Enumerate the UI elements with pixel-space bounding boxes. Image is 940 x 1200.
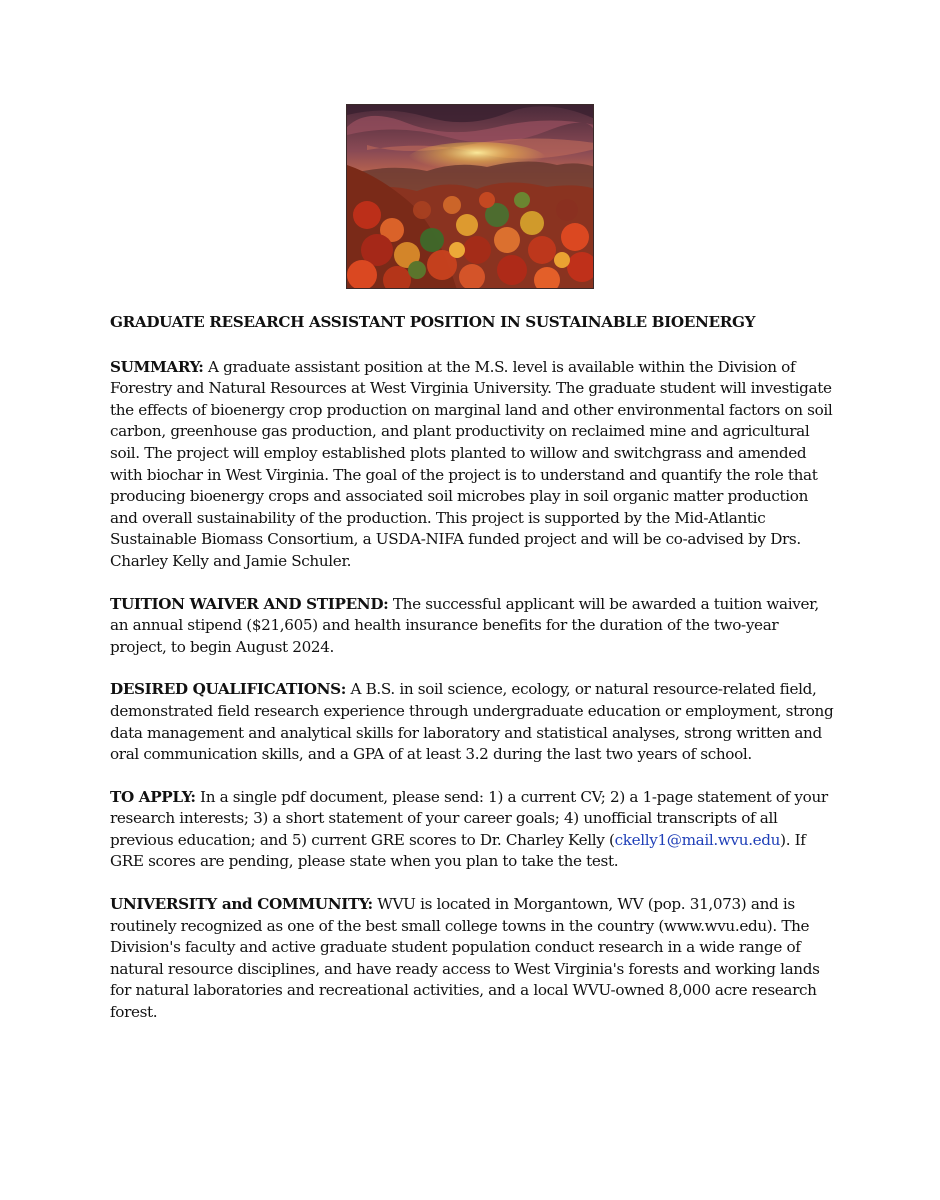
position-title: GRADUATE RESEARCH ASSISTANT POSITION IN SUSTAINABLE BIOENERGY [110, 313, 756, 331]
tuition-text: The successful applicant will be awarded a tuition waiver, an annual stipend ($21,605) and health insurance benefits for the duration of the two-year project, to begin August 2024. [110, 594, 819, 656]
summary-text: A graduate assistant position at the M.S. level is available within the Division of Forestry and Natural Resources at West Virginia University. The graduate student will investigate the effects of bioenergy crop production on marginal land and other environmental factors on soil carbon, greenhouse gas production, and plant productivity on reclaimed mine and agricultural soil. The project will employ established plots planted to willow and switchgrass and amended with biochar in West Virginia. The goal of the project is to understand and quantify the role that producing bioenergy crops and associated soil microbes play in soil organic matter production and overall sustainability of the production. This project is supported by the Mid-Atlantic Sustainable Biomass Consortium, a USDA-NIFA funded project and will be co-advised by Drs. Charley Kelly and Jamie Schuler. [110, 357, 833, 570]
qualifications-label: DESIRED QUALIFICATIONS: [110, 680, 347, 699]
university-label: UNIVERSITY and COMMUNITY: [110, 895, 373, 914]
apply-paragraph [110, 787, 834, 873]
summary-label: SUMMARY: [110, 357, 204, 376]
apply-text-after: ). If GRE scores are pending, please state when you plan to take the test. [110, 830, 806, 871]
apply-label: TO APPLY: [110, 787, 196, 806]
apply-text-before: In a single pdf document, please send: 1) a current CV; 2) a 1-page statement of your research interests; 3) a short statement of your career goals; 4) unofficial transcripts of all previous education; and 5) current GRE scores to Dr. Charley Kelly ( [110, 787, 828, 849]
university-paragraph [110, 894, 834, 1024]
qualifications-text: A B.S. in soil science, ecology, or natural resource-related field, demonstrated field research experience through undergraduate education or employment, strong data management and analytical skills for laboratory and statistical analyses, strong written and oral communication skills, and a GPA of at least 3.2 during the last two years of school. [110, 680, 834, 764]
summary-paragraph [110, 357, 834, 573]
university-text: WVU is located in Morgantown, WV (pop. 31,073) and is routinely recognized as one of the best small college towns in the country (www.wvu.edu). The Division's faculty and active graduate student population conduct research in a wide range of natural resource disciplines, and have ready access to West Virginia's forests and working lands for natural laboratories and recreational activities, and a local WVU-owned 8,000 acre research forest. [110, 895, 820, 1022]
tuition-label: TUITION WAIVER AND STIPEND: [110, 594, 389, 613]
qualifications-paragraph [110, 679, 834, 765]
tuition-paragraph [110, 594, 834, 659]
forest-image [347, 105, 594, 289]
autumn-forest-photo [346, 104, 594, 289]
contact-email-link[interactable]: ckelly1@mail.wvu.edu [614, 830, 781, 849]
document-body [110, 312, 834, 1045]
